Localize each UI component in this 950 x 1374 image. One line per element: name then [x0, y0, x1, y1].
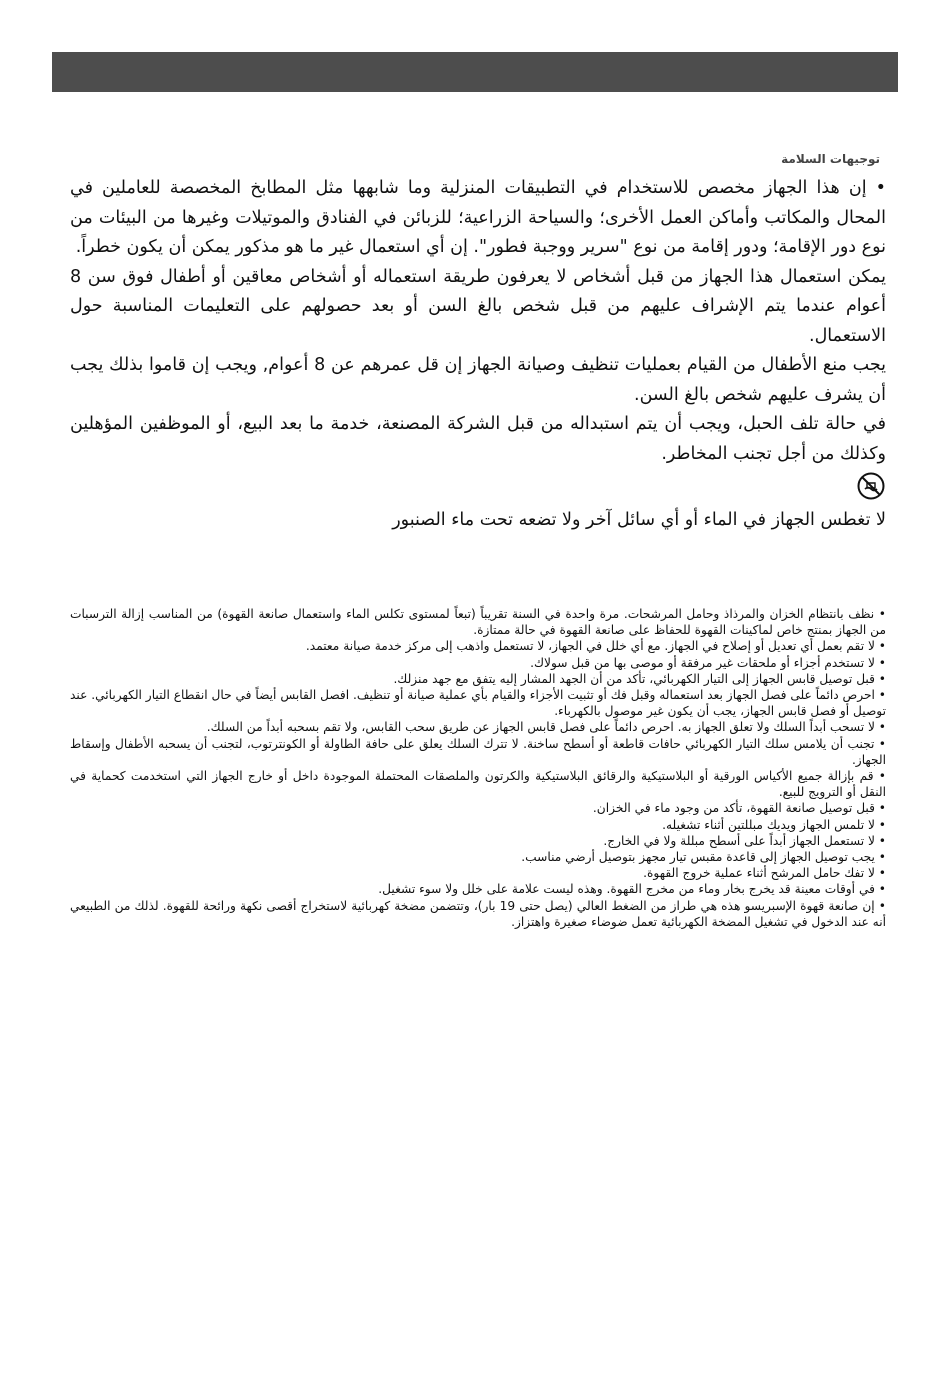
no-immersion-icon — [856, 471, 886, 501]
bullet-packaging: • قم بإزالة جميع الأكياس الورقية أو البلاستيكية والرقائق البلاستيكية والكرتون والملصقات المحتملة الموجودة داخل أو خارج الجهاز التي استخدمت كحماية في النقل أو الترويج للبيع. — [70, 769, 886, 800]
bullet-pump-noise: • إن صانعة قهوة الإسبريسو هذه هي طراز من الضغط العالي (يصل حتى 19 بار)، وتتضمن مضخة كهربائية لاستخراج أقصى نكهة ورائحة للقهوة. لذلك من الطبيعي أنه عند الدخول في تشغيل المضخة الكهربائية تعمل ضوضاء صغيرة واهتزاز. — [70, 898, 886, 929]
bullet-voltage: • قبل توصيل قابس الجهاز إلى التيار الكهربائي، تأكد من أن الجهد المشار إليه يتفق مع جهد منزلك. — [393, 671, 886, 686]
bullet-no-modification: • لا تقم بعمل أي تعديل أو إصلاح في الجهاز. مع أي خلل في الجهاز، لا تستعمل واذهب إلى مركز خدمة صيانة معتمد. — [305, 639, 886, 654]
paragraph-supervision: يمكن استعمال هذا الجهاز من قبل أشخاص لا يعرفون طريقة استعماله أو أشخاص معاقين أو أطفال فوق سن 8 أعوام عندما يتم الإشراف عليهم من قبل شخص بالغ السن أو بعد حصولهم على التعليمات المناسبة حول الاستعمال. — [70, 266, 886, 346]
immersion-warning: لا تغطس الجهاز في الماء أو أي سائل آخر ولا تضعه تحت ماء الصنبور — [392, 510, 886, 530]
bullet-cord-pull: • لا تسحب أبداً السلك ولا تعلق الجهاز به. احرص دائماً على فصل قابس الجهاز عن طريق سحب القابس، ولا تقم بسحبه أبداً من السلك. — [206, 720, 886, 735]
bullet-filter-holder: • لا تفك حامل المرشح أثناء عملية خروج القهوة. — [643, 866, 886, 881]
bullet-water-tank: • قبل توصيل صانعة القهوة، تأكد من وجود ماء في الخزان. — [592, 801, 886, 816]
bullet-wet-surfaces: • لا تستعمل الجهاز أبداً على أسطح مبللة ولا في الخارج. — [603, 833, 886, 848]
main-text-block — [70, 174, 886, 535]
header-bar — [52, 52, 898, 92]
bullet-accessories: • لا تستخدم أجزاء أو ملحقات غير مرفقة أو موصى بها من قبل سولاك. — [530, 655, 886, 670]
bullet-grounding: • يجب توصيل الجهاز إلى قاعدة مقبس تيار مجهز بتوصيل أرضي مناسب. — [521, 850, 886, 865]
bullet-cleaning: • نظف بانتظام الخزان والمرذاذ وحامل المرشحات. مرة واحدة في السنة تقريباً (تبعاً لمستوى تكلس الماء واستعمال صانعة القهوة) من المناسب إزالة الترسبات من الجهاز بمنتج خاص لماكينات القهوة للحفاظ على صانعة القهوة في حالة ممتازة. — [70, 607, 886, 638]
paragraph-cord-damage: في حالة تلف الحبل، ويجب أن يتم استبداله من قبل الشركة المصنعة، خدمة ما بعد البيع، أو الموظفين المؤهلين وكذلك من أجل تجنب المخاطر. — [70, 414, 886, 464]
bullet-cord-edges: • تجنب أن يلامس سلك التيار الكهربائي حافات قاطعة أو أسطح ساخنة. لا تترك السلك يعلق على حافة الطاولة أو الكونترتوب، لتجنب أن يسحبه الأطفال وإسقاط الجهاز. — [70, 736, 886, 767]
bullet-unplug: • احرص دائماً على فصل الجهاز بعد استعماله وقبل فك أو تثبيت الأجزاء والقيام بأي عملية صيانة أو تنظيف. افصل القابس أيضاً في حال انقطاع التيار الكهربائي. عند توصيل أو فصل قابس الجهاز، يجب أن يكون غير موصول بالكهرباء. — [70, 688, 886, 719]
bullet-steam: • في أوقات معينة قد يخرج بخار وماء من مخرج القهوة. وهذه ليست علامة على خلل ولا سوء تشغيل. — [378, 882, 886, 897]
paragraph-children-cleaning: يجب منع الأطفال من القيام بعمليات تنظيف وصيانة الجهاز إن قل عمرهم عن 8 أعوام, ويجب إن قاموا بذلك يجب أن يشرف عليهم شخص بالغ السن. — [70, 355, 886, 405]
safety-bullet-list — [70, 606, 886, 930]
bullet-wet-hands: • لا تلمس الجهاز ويديك مبللتين أثناء تشغيله. — [662, 817, 886, 832]
section-title: توجيهات السلامة — [781, 152, 880, 166]
paragraph-intended-use: • إن هذا الجهاز مخصص للاستخدام في التطبيقات المنزلية وما شابهها مثل المطابخ المخصصة للعاملين في المحال والمكاتب وأماكن العمل الأخرى؛ والسياحة الزراعية؛ للزبائن في الفنادق والموتيلات وغيرها من البيئات من نوع دور الإقامة؛ ودور إقامة من نوع "سرير ووجبة فطور". إن أي استعمال غير ما هو مذكور يمكن أن يكون خطراً. — [70, 178, 886, 257]
warning-icon-row — [70, 469, 886, 505]
